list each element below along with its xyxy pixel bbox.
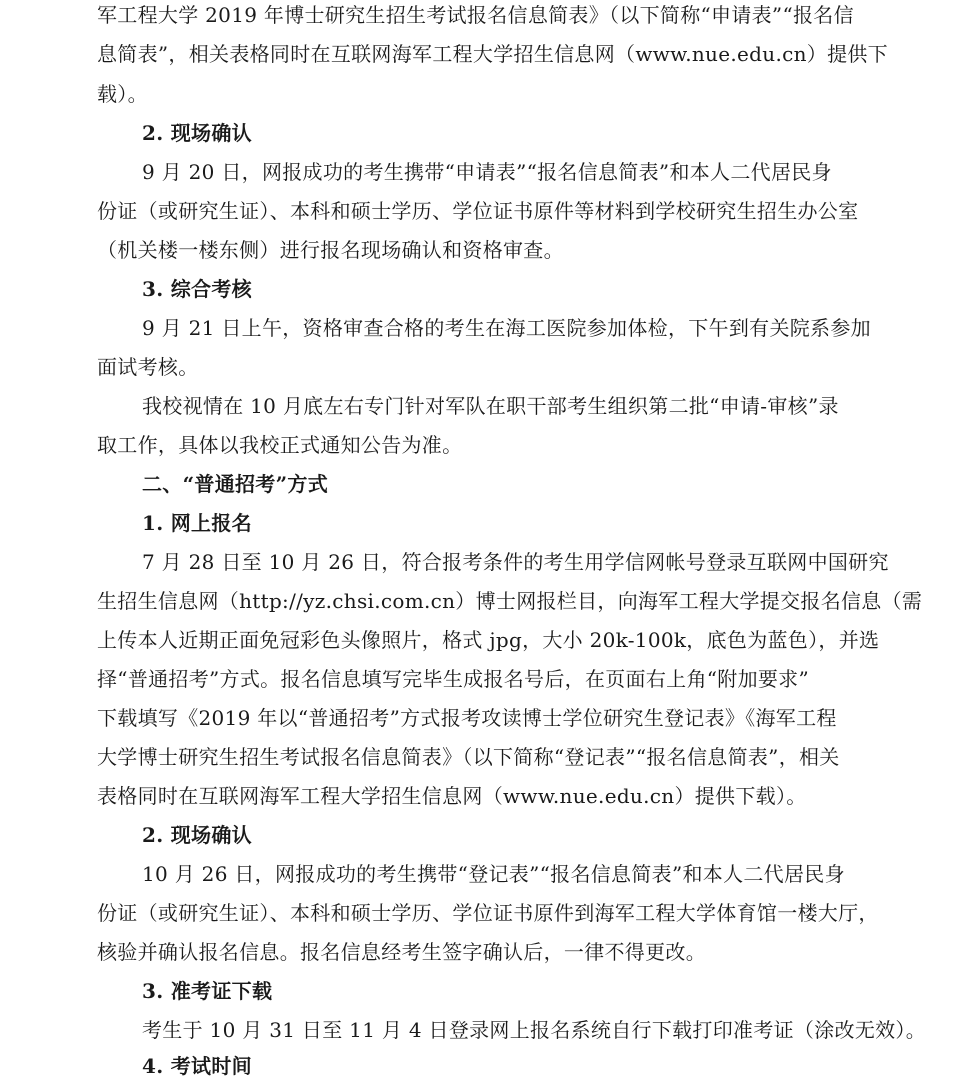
section-heading-onsite-confirmation-2: 2. 现场确认 xyxy=(142,823,252,847)
section-heading-general-exam: 二、“普通招考”方式 xyxy=(142,472,329,496)
text-line-7: （机关楼一楼东侧）进行报名现场确认和资格审查。 xyxy=(97,238,564,262)
text-line-6: 份证（或研究生证）、本科和硕士学历、学位证书原件等材料到学校研究生招生办公室 xyxy=(97,199,859,223)
text-line-23: 10 月 26 日，网报成功的考生携带“登记表”“报名信息简表”和本人二代居民身 xyxy=(142,862,845,886)
text-line-12: 取工作，具体以我校正式通知公告为准。 xyxy=(97,433,463,457)
text-line-11: 我校视情在 10 月底左右专门针对军队在职干部考生组织第二批“申请-审核”录 xyxy=(142,394,839,418)
text-line-2: 息简表”，相关表格同时在互联网海军工程大学招生信息网（www.nue.edu.cn）提供下 xyxy=(97,42,888,66)
text-line-25: 核验并确认报名信息。报名信息经考生签字确认后，一律不得更改。 xyxy=(97,940,706,964)
section-heading-admission-ticket: 3. 准考证下载 xyxy=(142,979,273,1003)
text-line-3: 载）。 xyxy=(97,82,148,106)
text-line-16: 生招生信息网（http://yz.chsi.com.cn）博士网报栏目，向海军工程大学提交报名信息（需 xyxy=(97,589,923,613)
text-line-15: 7 月 28 日至 10 月 26 日，符合报考条件的考生用学信网帐号登录互联网中国研究 xyxy=(142,550,889,574)
text-line-19: 下载填写《2019 年以“普通招考”方式报考攻读博士学位研究生登记表》《海军工程 xyxy=(97,706,837,730)
section-heading-comprehensive-assessment: 3. 综合考核 xyxy=(142,277,252,301)
text-line-20: 大学博士研究生招生考试报名信息简表》（以下简称“登记表”“报名信息简表”，相关 xyxy=(97,745,840,769)
text-line-17: 上传本人近期正面免冠彩色头像照片，格式 jpg，大小 20k-100k，底色为蓝色），并选 xyxy=(97,628,880,652)
text-line-27: 考生于 10 月 31 日至 11 月 4 日登录网上报名系统自行下载打印准考证（涂改无效）。 xyxy=(142,1018,927,1042)
text-line-24: 份证（或研究生证）、本科和硕士学历、学位证书原件到海军工程大学体育馆一楼大厅， xyxy=(97,901,879,925)
section-heading-onsite-confirmation: 2. 现场确认 xyxy=(142,121,252,145)
section-heading-online-registration: 1. 网上报名 xyxy=(142,511,252,535)
text-line-21: 表格同时在互联网海军工程大学招生信息网（www.nue.edu.cn）提供下载）。 xyxy=(97,784,807,808)
section-heading-exam-time: 4. 考试时间 xyxy=(142,1054,252,1078)
text-line-1: 军工程大学 2019 年博士研究生招生考试报名信息简表》（以下简称“申请表”“报名信 xyxy=(97,3,854,27)
text-line-5: 9 月 20 日，网报成功的考生携带“申请表”“报名信息简表”和本人二代居民身 xyxy=(142,160,832,184)
text-line-18: 择“普通招考”方式。报名信息填写完毕生成报名号后，在页面右上角“附加要求” xyxy=(97,667,809,691)
text-line-10: 面试考核。 xyxy=(97,355,199,379)
text-line-9: 9 月 21 日上午，资格审查合格的考生在海工医院参加体检，下午到有关院系参加 xyxy=(142,316,871,340)
